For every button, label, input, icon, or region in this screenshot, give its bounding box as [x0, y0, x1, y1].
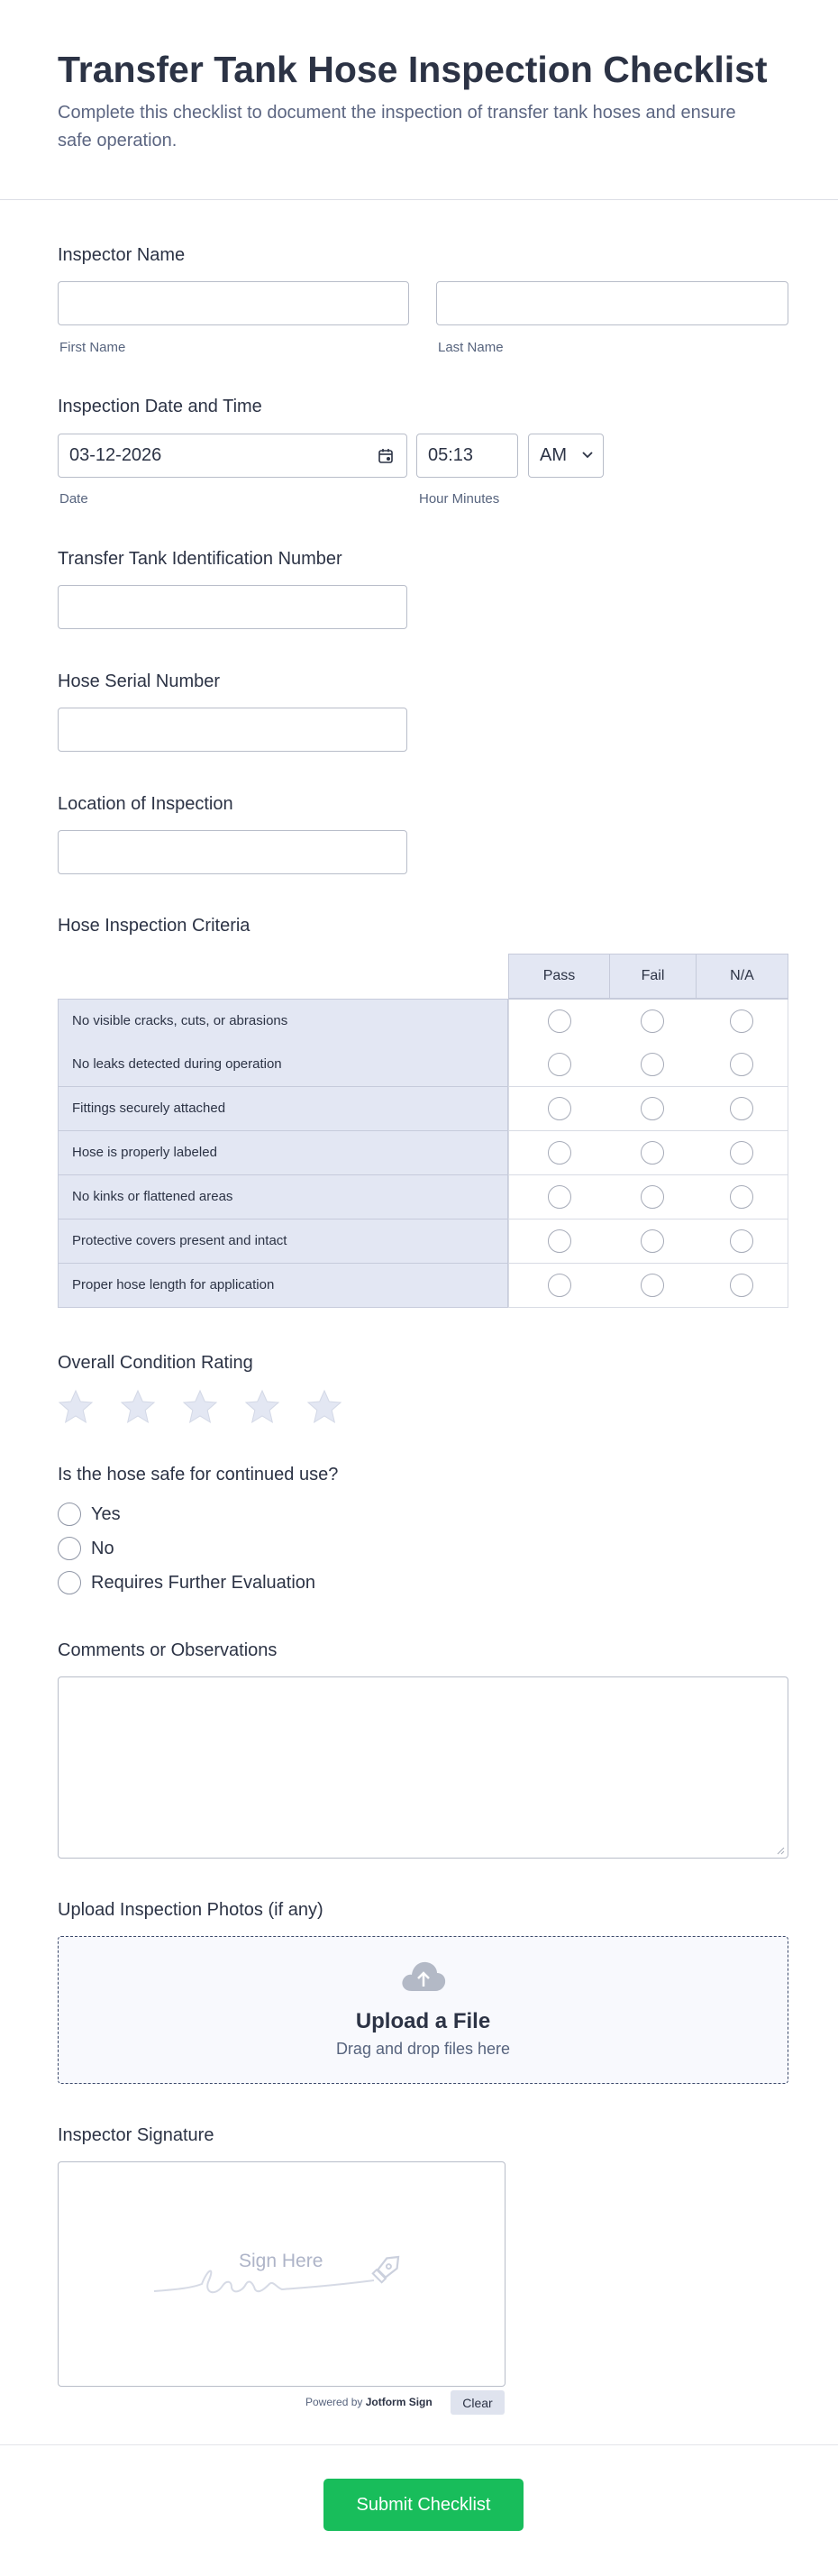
na-radio[interactable]: [730, 1141, 753, 1165]
pass-radio[interactable]: [548, 1229, 571, 1253]
matrix-cell: [508, 1043, 610, 1087]
date-sublabel: Date: [59, 491, 88, 507]
matrix-cell: [696, 1087, 788, 1131]
pen-nib-icon: [369, 2249, 406, 2287]
star-icon[interactable]: [244, 1389, 280, 1425]
date-input[interactable]: [58, 434, 407, 478]
ampm-select[interactable]: [528, 434, 604, 478]
last-name-sublabel: Last Name: [438, 340, 504, 355]
matrix-row: [58, 999, 788, 1043]
question-label: Inspector Signature: [58, 2125, 214, 2145]
hose-serial-label: [58, 670, 220, 693]
time-input[interactable]: [416, 434, 518, 478]
question-label: Is the hose safe for continued use?: [58, 1465, 339, 1484]
matrix-cell: [508, 1219, 610, 1264]
matrix-cell: [609, 1087, 697, 1131]
fail-radio[interactable]: [641, 1009, 664, 1033]
chevron-down-icon: [582, 452, 593, 459]
cloud-upload-icon: [399, 1959, 448, 1995]
radio-button[interactable]: [58, 1503, 81, 1526]
time-sublabel: Hour Minutes: [419, 491, 500, 507]
matrix-row-label: Protective covers present and intact: [58, 1219, 508, 1264]
question-label: Upload Inspection Photos (if any): [58, 1900, 323, 1920]
na-radio[interactable]: [730, 1229, 753, 1253]
ampm-value: AM: [540, 445, 567, 465]
file-upload-dropzone[interactable]: [58, 1936, 788, 2084]
pass-radio[interactable]: [548, 1009, 571, 1033]
upload-subtitle: Drag and drop files here: [335, 2040, 511, 2058]
fail-radio[interactable]: [641, 1185, 664, 1209]
matrix-col-header: Pass: [508, 954, 610, 999]
pass-radio[interactable]: [548, 1185, 571, 1209]
matrix-cell: [508, 1175, 610, 1219]
first-name-sublabel: First Name: [59, 340, 126, 355]
fail-radio[interactable]: [641, 1097, 664, 1120]
question-label: Location of Inspection: [58, 794, 233, 814]
question-label: Transfer Tank Identification Number: [58, 549, 342, 569]
na-radio[interactable]: [730, 1053, 753, 1076]
upload-label: [58, 1898, 323, 1922]
pass-radio[interactable]: [548, 1053, 571, 1076]
matrix-cell: [609, 1219, 697, 1264]
matrix-row: [58, 1219, 788, 1264]
matrix-row: [58, 1264, 788, 1308]
matrix-row-label: Hose is properly labeled: [58, 1131, 508, 1175]
radio-label: Yes: [91, 1504, 121, 1524]
date-value: 03-12-2026: [69, 445, 162, 465]
pass-radio[interactable]: [548, 1274, 571, 1297]
powered-brand: Jotform Sign: [365, 2396, 433, 2408]
question-label: Inspector Name: [58, 245, 186, 265]
fail-radio[interactable]: [641, 1274, 664, 1297]
matrix-cell: [609, 1264, 697, 1308]
matrix-cell: [508, 1000, 610, 1044]
radio-label: Requires Further Evaluation: [91, 1573, 316, 1593]
criteria-label: [58, 914, 250, 937]
matrix-cell: [508, 1264, 610, 1308]
comments-textarea[interactable]: [58, 1676, 788, 1859]
na-radio[interactable]: [730, 1185, 753, 1209]
na-radio[interactable]: [730, 1097, 753, 1120]
question-label: Hose Inspection Criteria: [58, 916, 250, 936]
star-icon[interactable]: [306, 1389, 342, 1425]
form-subtitle: Complete this checklist to document the inspection of transfer tank hoses and ensure safe operation.: [58, 103, 736, 151]
pass-radio[interactable]: [548, 1097, 571, 1120]
powered-prefix: Powered by: [305, 2396, 363, 2408]
signature-placeholder: Sign Here: [239, 2251, 323, 2271]
inspector-name-label: [58, 243, 185, 267]
matrix-cell: [696, 1131, 788, 1175]
star-icon[interactable]: [120, 1389, 156, 1425]
submit-button[interactable]: Submit Checklist: [323, 2479, 524, 2531]
tank-id-label: [58, 547, 342, 571]
star-icon[interactable]: [182, 1389, 218, 1425]
question-label: Inspection Date and Time: [58, 397, 262, 416]
matrix-row-label: Proper hose length for application: [58, 1264, 508, 1308]
matrix-col-header: Fail: [609, 954, 697, 999]
comments-label: [58, 1639, 277, 1662]
question-label: Comments or Observations: [58, 1640, 278, 1660]
star-icon[interactable]: [58, 1389, 94, 1425]
matrix-row-label: No visible cracks, cuts, or abrasions: [58, 1000, 508, 1044]
matrix-row-label: Fittings securely attached: [58, 1087, 508, 1131]
matrix-cell: [609, 1131, 697, 1175]
radio-button[interactable]: [58, 1571, 81, 1594]
matrix-col-header: N/A: [696, 954, 788, 999]
matrix-cell: [609, 1000, 697, 1044]
location-label: [58, 792, 233, 816]
matrix-cell: [696, 1219, 788, 1264]
matrix-cell: [508, 1131, 610, 1175]
rating-label: [58, 1351, 253, 1375]
radio-label: No: [91, 1539, 114, 1558]
matrix-row: [58, 1043, 788, 1087]
clear-signature-button[interactable]: Clear: [451, 2390, 505, 2415]
na-radio[interactable]: [730, 1274, 753, 1297]
matrix-row-label: No leaks detected during operation: [58, 1043, 508, 1087]
matrix-cell: [696, 1264, 788, 1308]
powered-by: [305, 2396, 433, 2408]
matrix-row: [58, 1131, 788, 1175]
question-label: Overall Condition Rating: [58, 1353, 253, 1373]
last-name-input[interactable]: [436, 281, 788, 325]
time-value: 05:13: [428, 445, 474, 465]
tank-id-input[interactable]: [58, 585, 407, 629]
fail-radio[interactable]: [641, 1229, 664, 1253]
pass-radio[interactable]: [548, 1141, 571, 1165]
matrix-cell: [696, 1000, 788, 1044]
matrix-row-label: No kinks or flattened areas: [58, 1175, 508, 1219]
na-radio[interactable]: [730, 1009, 753, 1033]
matrix-row: [58, 1087, 788, 1131]
radio-button[interactable]: [58, 1537, 81, 1560]
question-label: Hose Serial Number: [58, 671, 221, 691]
matrix-cell: [696, 1175, 788, 1219]
matrix-row: [58, 1175, 788, 1219]
divider: [0, 2444, 838, 2445]
matrix-cell: [609, 1175, 697, 1219]
fail-radio[interactable]: [641, 1141, 664, 1165]
calendar-icon[interactable]: [378, 448, 394, 464]
matrix-cell: [609, 1043, 697, 1087]
safe-use-label: [58, 1463, 338, 1486]
hose-serial-input[interactable]: [58, 708, 407, 752]
signature-pad[interactable]: [58, 2161, 506, 2387]
form-header: [0, 0, 838, 200]
matrix-cell: [696, 1043, 788, 1087]
inspection-datetime-label: [58, 395, 262, 418]
first-name-input[interactable]: [58, 281, 409, 325]
fail-radio[interactable]: [641, 1053, 664, 1076]
upload-title: Upload a File: [355, 2009, 491, 2033]
form-title: Transfer Tank Hose Inspection Checklist: [58, 49, 768, 90]
resize-handle-icon[interactable]: [776, 1846, 785, 1855]
matrix-cell: [508, 1087, 610, 1131]
location-input[interactable]: [58, 830, 407, 874]
signature-label: [58, 2124, 214, 2147]
